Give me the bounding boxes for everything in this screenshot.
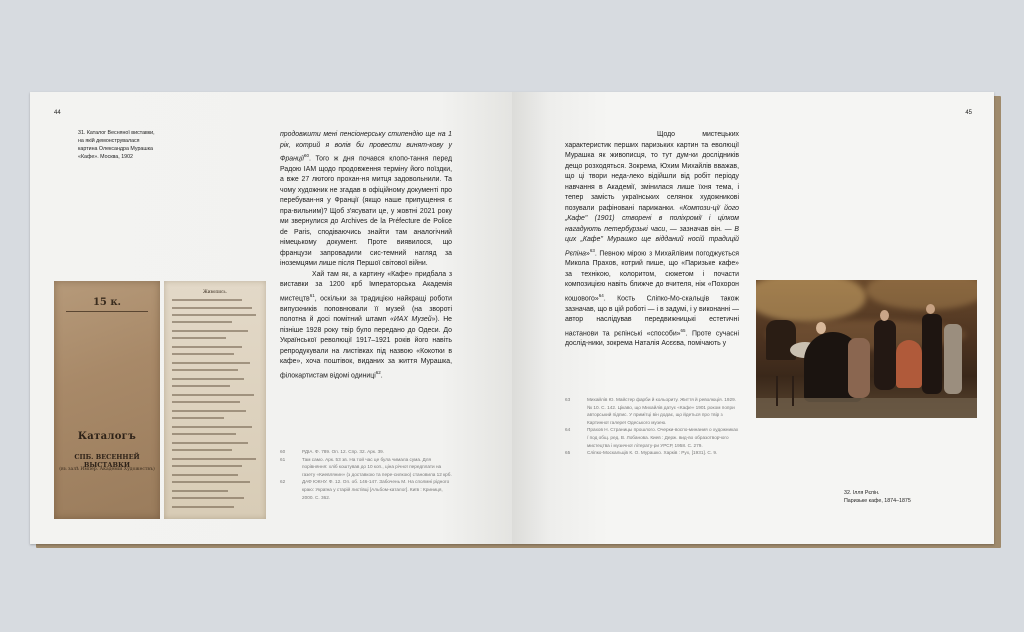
painting-chair-leg xyxy=(792,376,794,406)
catalog-list-line xyxy=(172,474,238,476)
footnote-number: 65 xyxy=(565,450,571,456)
footnote-number: 64 xyxy=(565,427,571,433)
painting-light xyxy=(756,280,866,322)
body-italic: В цих „Кафе" Мурашко ще відданий носій традицій Рєпіна xyxy=(565,225,739,257)
caption-figure-32: 32. Ілля Рєпін. Паризьке кафе, 1874–1875 xyxy=(844,490,911,504)
footnote-text: ДАФ ЮКНУ. Ф. 12. Оп. об. 146-147. Забочень М. На сполмні рідного краю: Україна у старій листівці [Альбом-каталог]. Київ : Криниця, 2000. С. 362. xyxy=(302,479,450,500)
catalog-list-line xyxy=(172,506,234,508)
footnote-text: Сліпко-Москальців К. О. Мурашко. Харків : Рух, [1931]. С. 9. xyxy=(587,450,718,456)
body-italic: ИАХ Музей xyxy=(393,316,432,324)
left-body-text xyxy=(280,130,452,381)
footnote-ref: 60 xyxy=(303,153,309,158)
footnotes-right xyxy=(565,396,739,457)
catalog-list-line xyxy=(172,299,242,301)
catalog-list-line xyxy=(172,401,240,403)
footnote xyxy=(565,449,739,457)
caption-figure-31: 31. Каталог Весняної виставки, на якій демонструвалася картина Олександра Мурашка «Кафе». Москва, 1902 xyxy=(78,130,155,160)
painting-figure xyxy=(874,320,896,390)
footnote-text: Там само. Арк. 53 зв. На той час це була чимала сума. Для порівняння: хліб коштував до 10 коп., ціна річної передплати на газету «Киевлянин» (з доставкою та пере-силкою) становила 12 крб. xyxy=(302,456,452,477)
painting-chair-leg xyxy=(776,376,778,406)
footnote-text: Прахов Н. Страницы прошлого. Очерки-воспо-минания о художниках / под общ. ред. В. Лобанова. Киев : Держ. вид-во образотворчого мистецтва і музичної літерату-ри УРСР, 1958. С. 279. xyxy=(587,427,739,448)
catalog-list-line xyxy=(172,362,250,364)
body-text: . Того ж дня почався клопо-тання перед Радою ІАМ щодо продовження терміну його поїздки, а вже 27 лютого прохан-ня митця задовольнили. Та чому художник не згадав в офіційному документі про перебуван-ня у Франції (якщо наше припущення є пра-вильним)? Щоб з'ясувати це, у жовтні 2021 року ми звернулися до Archives de la Préfecture de Police de Paris, сподіваючись знайти там аналогічний німецькому документ. Проте виявилося, що французи запровадили сис-темний нагляд за іноземцями лише після Першої світової війни. xyxy=(280,155,452,268)
body-text: . Проте сучасні дослід-ники, зокрема Наталія Асєєва, помічають у xyxy=(565,329,739,348)
catalog-list-line xyxy=(172,385,230,387)
footnotes-left xyxy=(280,448,452,501)
page-number-right: 45 xyxy=(965,110,972,116)
catalog-list-line xyxy=(172,426,252,428)
body-text: . Певною мірою з Михайлівим погоджується Микола Прахов, котрий пише, що «Паризьке кафе» за технікою, колоритом, сюжетом і почасти композицією навіть ближче до вчителя, ніж «Похорон кошового» xyxy=(565,249,739,303)
painting-face xyxy=(926,304,935,314)
footnote-ref: 63 xyxy=(589,247,595,253)
catalog-list-line xyxy=(172,417,224,419)
footnote xyxy=(280,456,452,479)
painting-figure xyxy=(944,324,962,394)
catalog-list-line xyxy=(172,378,244,380)
catalog-cover-subtitle: СПБ. ВЕСЕННЕЙ ВЫСТАВКИ xyxy=(74,453,140,469)
catalog-list-line xyxy=(172,449,232,451)
footnote-number: 60 xyxy=(280,449,286,454)
catalog-list-line xyxy=(172,337,226,339)
footnote-ref: 64 xyxy=(598,292,604,298)
footnote-ref: 61 xyxy=(309,292,315,298)
catalog-list-line xyxy=(172,353,234,355)
catalog-list-header: Живопись. xyxy=(203,289,227,294)
catalog-list-line xyxy=(172,433,236,435)
footnote-number: 63 xyxy=(565,397,571,402)
footnote xyxy=(565,426,739,449)
footnote-ref: 65 xyxy=(680,327,686,333)
body-text: . Кость Сліпко-Мо-скальців також зазначав, що в цій роботі — і в задумі, і у виконанні — автор наслідував передвижницькі естетичні настанови та рєпінські «способи» xyxy=(565,295,739,337)
catalog-cover-number: 15 к. xyxy=(92,297,122,308)
catalog-cover-rule xyxy=(66,311,148,312)
painting-light xyxy=(866,280,977,310)
painting-figure xyxy=(848,338,870,398)
catalog-list-line xyxy=(172,410,246,412)
body-text: . xyxy=(380,371,383,379)
body-italic: продовжити мені пенсіонерську стипендію ще на 1 рік, котрий я волів би провести винят-кову у Франції xyxy=(280,131,452,163)
catalog-cover-photo xyxy=(54,281,160,519)
body-text: , — зазначав він. — xyxy=(665,225,735,233)
footnote-number: 62 xyxy=(280,479,286,485)
footnote xyxy=(565,396,739,426)
catalog-list-photo xyxy=(164,281,266,519)
catalog-list-line xyxy=(172,490,228,492)
body-text: Щодо мистецьких характеристик перших паризьких картин та еволюції Мурашка як живописця, то тут дум-ки дослідників дещо розходяться. Зокрема, Юхим Михайлів вважав, що ці твори неда-леко відійшли від робіт періоду навчання в Академії, змінилася лише їхня тема, і тепер замість українських селянок художникові позували рафіновані парижанки. « xyxy=(565,131,739,212)
page-number-left: 44 xyxy=(54,110,61,116)
painting-face xyxy=(816,322,826,334)
footnote xyxy=(280,448,452,456)
painting-face xyxy=(880,310,889,321)
footnote-text: Михайлів Ю. Майстер фарби й кольориту. Життя й революція. 1929. № 10. С. 142. Цікаво, що Михайлів датує «Кафе» 1901 роком попри авторський підпис. У примітці він додає, що йдеться про твір з Картинної галереї Одеського музею. xyxy=(587,397,736,425)
painting-figure xyxy=(922,314,942,394)
body-text: , оскільки за традицією найкращі роботи випускників поповнювали її музей (на звороті полотна й досі помітний штамп « xyxy=(280,295,452,324)
painting-floor xyxy=(756,398,977,418)
catalog-list-line xyxy=(172,458,256,460)
body-italic: Компози-ції його „Кафе" (1901) створені в поліхромії і цілком нагадують петербурзькі часи xyxy=(565,204,739,233)
footnote-number: 61 xyxy=(280,456,286,462)
painting-figure xyxy=(896,340,922,388)
catalog-list-line xyxy=(172,314,256,316)
catalog-list-line xyxy=(172,465,242,467)
footnote-text: РДІА. Ф. 789. Оп. 12. Спр. 32. Арк. 39. xyxy=(302,449,385,454)
catalog-list-line xyxy=(172,497,244,499)
footnote xyxy=(280,478,452,501)
catalog-list-line xyxy=(172,481,250,483)
footnote-ref: 62 xyxy=(375,369,381,375)
catalog-list-line xyxy=(172,307,252,309)
body-text: Хай там як, а картину «Кафе» придбала з виставки за 1200 крб Імператорська Академія мистецтв xyxy=(280,270,452,303)
body-text: »). Не пізніше 1928 року твір було передано до Одеси. До Української революції 1917–1921 років його навіть репродукували на листівках під назвою «Кокотки в кафе», хоча поштівок, виданих за життя Мурашка, філокартистам відомі одиниці xyxy=(280,316,453,379)
body-text: » xyxy=(585,249,590,257)
catalog-list-line xyxy=(172,394,254,396)
left-page xyxy=(30,92,512,544)
catalog-list-line xyxy=(172,330,248,332)
catalog-cover-subline: (въ залѣ Импер. Академіи Художествъ) xyxy=(59,467,155,472)
right-body-text xyxy=(565,130,739,350)
catalog-cover-title: Каталогъ xyxy=(77,431,137,442)
painting-parisian-cafe xyxy=(756,280,977,418)
catalog-list-line xyxy=(172,442,248,444)
catalog-list-line xyxy=(172,369,238,371)
catalog-list-line xyxy=(172,346,242,348)
catalog-list-line xyxy=(172,321,232,323)
